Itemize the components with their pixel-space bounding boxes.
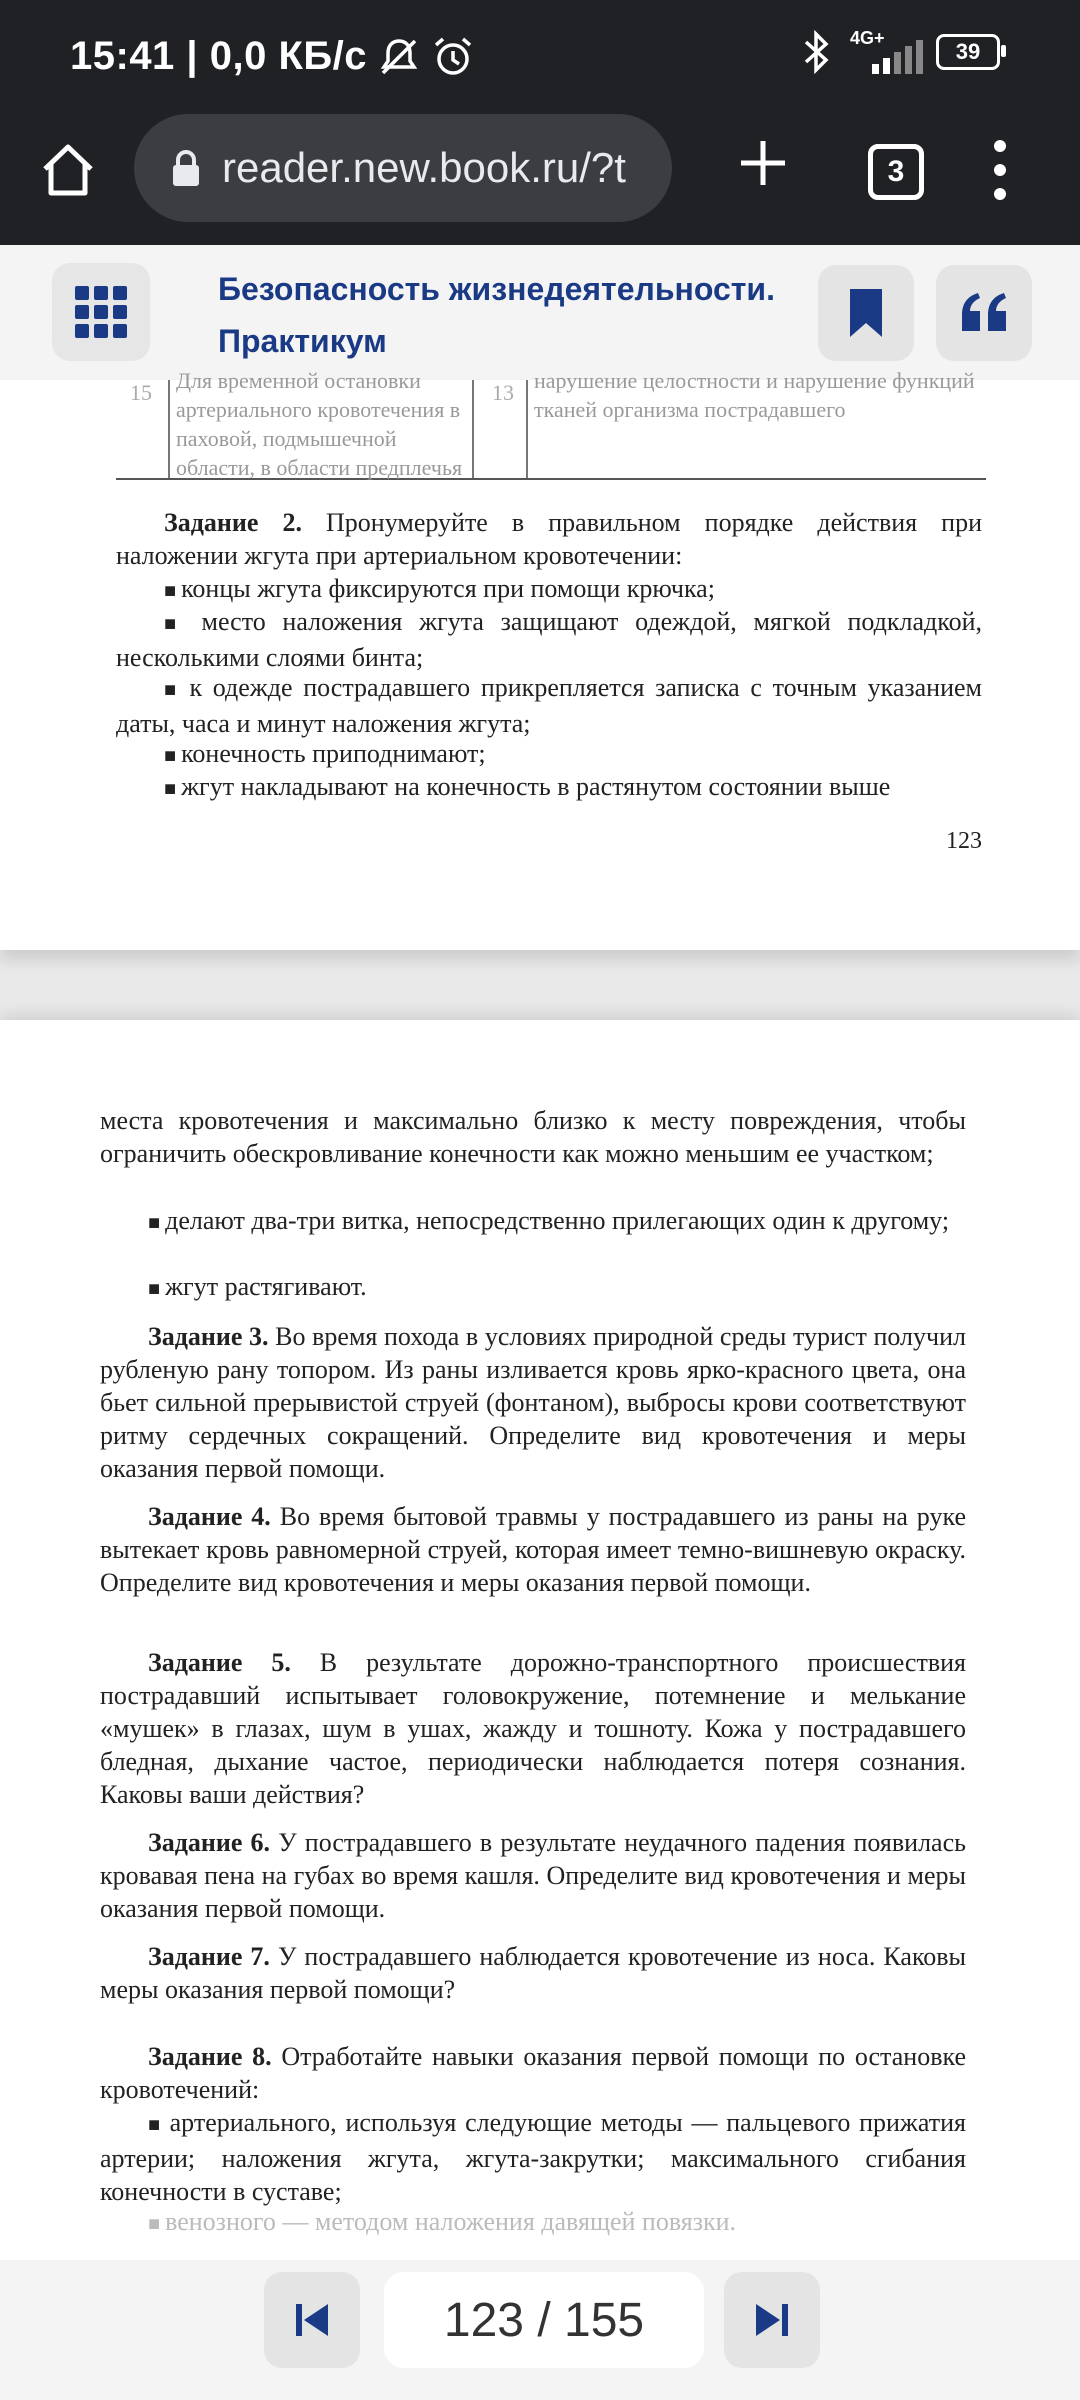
- quote-button[interactable]: [936, 265, 1032, 361]
- alarm-icon: [431, 35, 475, 79]
- list-item: ■ конечность приподнимают;: [116, 737, 982, 773]
- page-counter[interactable]: 123 / 155: [384, 2272, 704, 2368]
- status-time-speed: 15:41 | 0,0 КБ/с: [70, 34, 367, 78]
- table-divider: [168, 380, 170, 478]
- network-type: 4G+: [850, 28, 885, 48]
- home-button[interactable]: [30, 132, 106, 208]
- list-item: ■ концы жгута фиксируются при помощи крючка;: [116, 572, 982, 608]
- table-row-num: 15: [130, 380, 152, 405]
- more-vert-icon[interactable]: [990, 140, 1010, 200]
- battery-icon: [936, 34, 1000, 70]
- task-4: [100, 1500, 966, 1599]
- status-left: [70, 34, 475, 79]
- task-3-text: Во время похода в условиях природной среды турист получил рубленую рану топором. Из раны изливается кровь ярко-красного цвета, она бьет сильной прерывистой струей (фонтаном), выбросы крови соответствуют ритму сердечных сокращений. Определите вид кровотечения и меры оказания первой помощи.: [100, 1322, 966, 1483]
- list-item: ■ место наложения жгута защищают одеждой, мягкой подкладкой, несколькими слоями бинта;: [116, 605, 982, 674]
- status-right: [800, 30, 1000, 74]
- task-6: [100, 1826, 966, 1925]
- skip-next-icon: [752, 2300, 792, 2340]
- url-text: reader.new.book.ru/?t: [222, 144, 626, 191]
- task-8: [100, 2040, 966, 2106]
- last-page-button[interactable]: [724, 2272, 820, 2368]
- tab-count: 3: [887, 155, 905, 188]
- home-icon: [37, 139, 99, 201]
- bluetooth-icon: [800, 30, 834, 74]
- list-item: ■ жгут растягивают.: [100, 1270, 966, 1306]
- grid-icon: [73, 284, 129, 340]
- contents-button[interactable]: [52, 263, 150, 361]
- page-number: 123: [946, 828, 982, 854]
- table-fragment: [116, 368, 986, 480]
- list-item: ■ венозного — методом наложения давящей повязки.: [100, 2205, 966, 2241]
- task-3: [100, 1320, 966, 1485]
- book-page-124: [0, 1020, 1080, 2260]
- list-item: ■ к одежде пострадавшего прикрепляется записка с точным указанием даты, часа и минут наложения жгута;: [116, 671, 982, 740]
- bookmark-icon: [844, 287, 888, 339]
- task-7-text: У пострадавшего наблюдается кровотечение из носа. Каковы меры оказания первой помощи?: [100, 1942, 966, 2004]
- book-title: Безопасность жизнедеятельности. Практикум: [218, 271, 775, 359]
- task-2-text: Пронумеруйте в правильном порядке действия при наложении жгута при артериальном кровотечении:: [116, 508, 982, 570]
- bookmark-button[interactable]: [818, 265, 914, 361]
- quote-icon: [958, 291, 1010, 335]
- browser-toolbar: [0, 110, 1080, 245]
- tabs-icon[interactable]: [868, 144, 924, 200]
- first-page-button[interactable]: [264, 2272, 360, 2368]
- list-item: ■ артериального, используя следующие методы — пальцевого прижатия артерии; наложения жгута, жгута-закрутки; максимального сгибания конечности в суставе;: [100, 2106, 966, 2208]
- task-7-label: Задание 7.: [148, 1942, 270, 1971]
- task-2-label: Задание 2.: [164, 508, 302, 537]
- address-bar[interactable]: [134, 114, 672, 222]
- skip-previous-icon: [292, 2300, 332, 2340]
- task-8-label: Задание 8.: [148, 2042, 272, 2071]
- mute-icon: [377, 35, 421, 79]
- table-row-num-right: 13: [492, 380, 514, 405]
- reader-header: [0, 245, 1080, 380]
- page-navigation: [0, 2260, 1080, 2400]
- plus-icon: [737, 137, 789, 189]
- table-cell-right: нарушение целостности и нарушение функций тканей организма пострадавшего: [534, 368, 975, 422]
- table-divider: [472, 380, 474, 478]
- task-7: [100, 1940, 966, 2006]
- table-cell-left: Для временной остановки артериального кровотечения в паховой, подмышечной области, в области предплечья: [176, 368, 463, 480]
- continued-item: места кровотечения и максимально близко к месту повреждения, чтобы ограничить обескровливание конечности как можно меньшим ее участком;: [100, 1106, 966, 1168]
- task-8-text: Отработайте навыки оказания первой помощи по остановке кровотечений:: [100, 2042, 966, 2104]
- task-2: [116, 506, 982, 572]
- task-6-label: Задание 6.: [148, 1828, 271, 1857]
- status-bar: [0, 0, 1080, 110]
- task-4-text: Во время бытовой травмы у пострадавшего из раны на руке вытекает кровь равномерной струей, которая имеет темно-вишневую окраску. Определите вид кровотечения и меры оказания первой помощи.: [100, 1502, 966, 1597]
- lock-icon: [170, 148, 202, 188]
- task-4-label: Задание 4.: [148, 1502, 271, 1531]
- battery-level: 39: [955, 39, 981, 64]
- signal-icon: [850, 30, 920, 74]
- task-6-text: У пострадавшего в результате неудачного падения появилась кровавая пена на губах во время кашля. Определите вид кровотечения и меры оказания первой помощи.: [100, 1828, 966, 1923]
- task-5: [100, 1646, 966, 1811]
- task-3-label: Задание 3.: [148, 1322, 269, 1351]
- table-divider: [526, 380, 528, 478]
- list-item: ■ жгут накладывают на конечность в растянутом состоянии выше: [116, 770, 982, 806]
- new-tab-button[interactable]: [728, 128, 798, 198]
- task-5-label: Задание 5.: [148, 1648, 291, 1677]
- list-item: ■ делают два-три витка, непосредственно прилегающих один к другому;: [100, 1204, 966, 1240]
- task-5-text: В результате дорожно-транспортного происшествия пострадавший испытывает головокружение, потемнение и мелькание «мушек» в глазах, шум в ушах, жажду и тошноту. Кожа у пострадавшего бледная, дыхание частое, периодически наблюдается потеря сознания. Каковы ваши действия?: [100, 1648, 966, 1809]
- book-page-123: [0, 368, 1080, 950]
